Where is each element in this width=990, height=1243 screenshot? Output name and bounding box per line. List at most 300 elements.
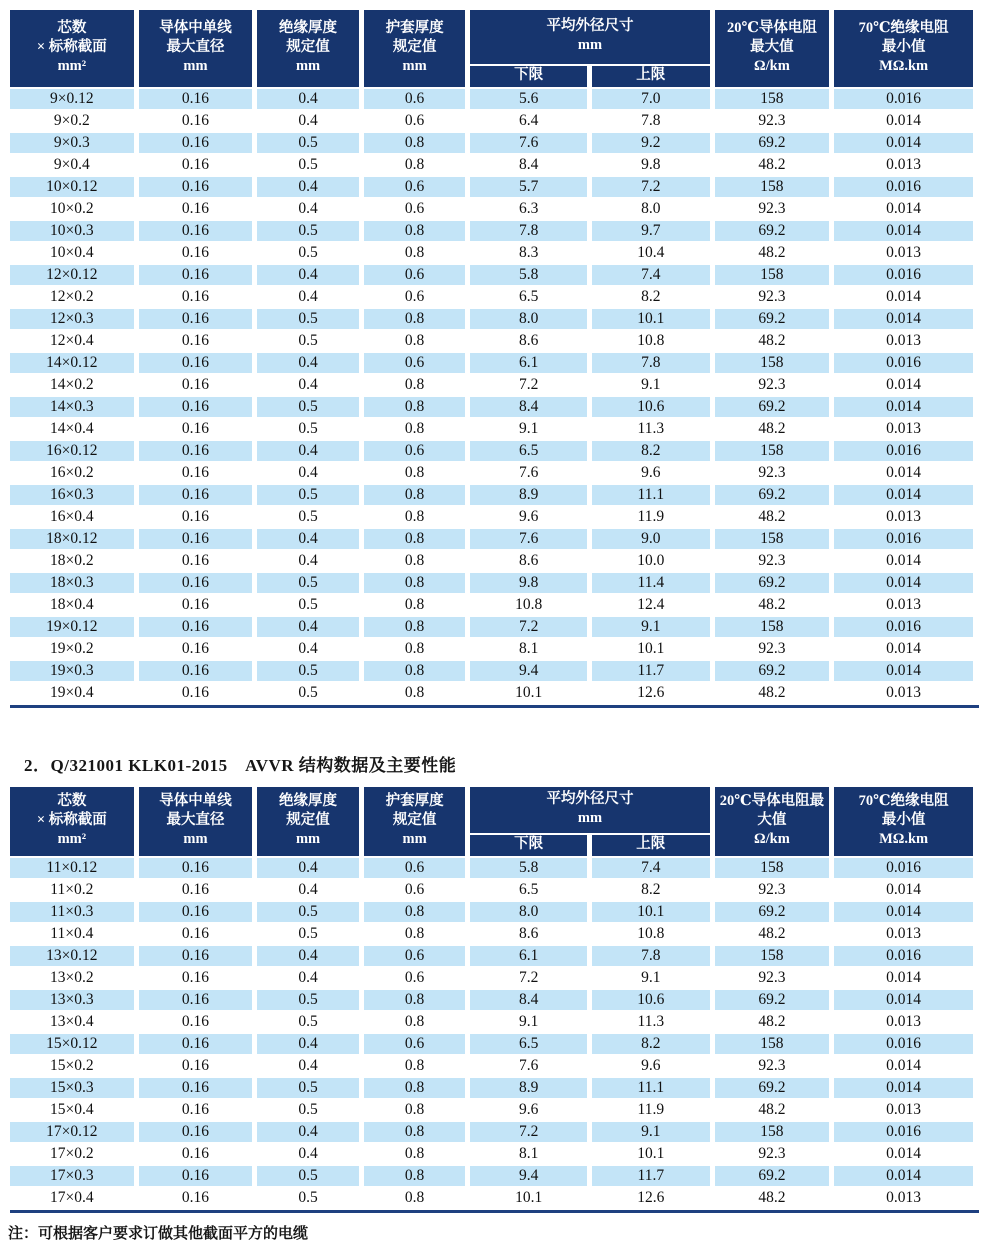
- max-wire-diameter-cell: 0.16: [139, 1012, 253, 1032]
- table-row: [10, 309, 973, 329]
- sheath-thickness-cell: 0.6: [364, 199, 466, 219]
- insulation-resistance-70c-cell: 0.014: [834, 199, 973, 219]
- od-upper-limit-cell: 11.9: [592, 1100, 710, 1120]
- od-upper-limit-cell: 8.2: [592, 287, 710, 307]
- conductor-resistance-20c-cell: 92.3: [715, 199, 830, 219]
- max-wire-diameter-cell: 0.16: [139, 1122, 253, 1142]
- sheath-thickness-cell: 0.8: [364, 375, 466, 395]
- conductor-resistance-20c-cell: 48.2: [715, 1012, 830, 1032]
- sheath-thickness-cell: 0.8: [364, 221, 466, 241]
- core-spec-cell: 12×0.2: [10, 287, 134, 307]
- insulation-thickness-cell: 0.5: [257, 133, 359, 153]
- sheath-thickness-cell: 0.8: [364, 1122, 466, 1142]
- table-row: [10, 990, 973, 1010]
- insulation-thickness-cell: 0.5: [257, 1188, 359, 1208]
- od-lower-limit-cell: 7.2: [470, 1122, 587, 1142]
- od-upper-limit-cell: 8.0: [592, 199, 710, 219]
- sheath-thickness-cell: 0.6: [364, 968, 466, 988]
- conductor-resistance-20c-cell: 48.2: [715, 924, 830, 944]
- insulation-thickness-cell: 0.5: [257, 1078, 359, 1098]
- insulation-resistance-70c-cell: 0.013: [834, 1188, 973, 1208]
- max-wire-diameter-cell: 0.16: [139, 133, 253, 153]
- insulation-thickness-cell: 0.4: [257, 199, 359, 219]
- column-header: 绝缘厚度 规定值 mm: [257, 10, 359, 87]
- max-wire-diameter-cell: 0.16: [139, 880, 253, 900]
- od-upper-limit-cell: 9.2: [592, 133, 710, 153]
- table-row: [10, 1188, 973, 1208]
- column-subheader: 下限: [470, 66, 587, 87]
- conductor-resistance-20c-cell: 48.2: [715, 243, 830, 263]
- sheath-thickness-cell: 0.8: [364, 1012, 466, 1032]
- insulation-thickness-cell: 0.4: [257, 375, 359, 395]
- insulation-thickness-cell: 0.5: [257, 573, 359, 593]
- od-upper-limit-cell: 9.1: [592, 1122, 710, 1142]
- insulation-resistance-70c-cell: 0.014: [834, 111, 973, 131]
- column-header: 20℃导体电阻最 大值 Ω/km: [715, 787, 830, 856]
- column-header: 70℃绝缘电阻 最小值 MΩ.km: [834, 10, 973, 87]
- max-wire-diameter-cell: 0.16: [139, 639, 253, 659]
- table-row: [10, 441, 973, 461]
- table-row: [10, 177, 973, 197]
- core-spec-cell: 9×0.3: [10, 133, 134, 153]
- core-spec-cell: 15×0.2: [10, 1056, 134, 1076]
- max-wire-diameter-cell: 0.16: [139, 1056, 253, 1076]
- core-spec-cell: 14×0.3: [10, 397, 134, 417]
- od-upper-limit-cell: 11.1: [592, 1078, 710, 1098]
- sheath-thickness-cell: 0.8: [364, 1100, 466, 1120]
- od-upper-limit-cell: 7.4: [592, 265, 710, 285]
- core-spec-cell: 10×0.3: [10, 221, 134, 241]
- od-lower-limit-cell: 6.5: [470, 1034, 587, 1054]
- insulation-thickness-cell: 0.4: [257, 265, 359, 285]
- insulation-thickness-cell: 0.4: [257, 639, 359, 659]
- od-lower-limit-cell: 9.4: [470, 661, 587, 681]
- insulation-resistance-70c-cell: 0.014: [834, 463, 973, 483]
- table-row: [10, 375, 973, 395]
- core-spec-cell: 17×0.12: [10, 1122, 134, 1142]
- table-row: [10, 221, 973, 241]
- od-upper-limit-cell: 8.2: [592, 880, 710, 900]
- core-spec-cell: 11×0.3: [10, 902, 134, 922]
- core-spec-cell: 10×0.12: [10, 177, 134, 197]
- core-spec-cell: 10×0.4: [10, 243, 134, 263]
- column-header: 护套厚度 规定值 mm: [364, 787, 466, 856]
- od-lower-limit-cell: 7.8: [470, 221, 587, 241]
- sheath-thickness-cell: 0.6: [364, 111, 466, 131]
- max-wire-diameter-cell: 0.16: [139, 243, 253, 263]
- conductor-resistance-20c-cell: 69.2: [715, 1078, 830, 1098]
- column-subheader: 下限: [470, 835, 587, 856]
- insulation-resistance-70c-cell: 0.014: [834, 902, 973, 922]
- od-upper-limit-cell: 9.1: [592, 617, 710, 637]
- table-row: [10, 89, 973, 109]
- od-lower-limit-cell: 8.3: [470, 243, 587, 263]
- max-wire-diameter-cell: 0.16: [139, 661, 253, 681]
- insulation-resistance-70c-cell: 0.014: [834, 309, 973, 329]
- insulation-thickness-cell: 0.5: [257, 155, 359, 175]
- cable-spec-table-2-avvr: [5, 785, 978, 1210]
- od-upper-limit-cell: 9.8: [592, 155, 710, 175]
- od-lower-limit-cell: 10.8: [470, 595, 587, 615]
- section-title: 2．Q/321001 KLK01-2015 AVVR 结构数据及主要性能: [24, 755, 457, 775]
- table-row: [10, 1056, 973, 1076]
- table-row: [10, 1100, 973, 1120]
- sheath-thickness-cell: 0.8: [364, 1056, 466, 1076]
- max-wire-diameter-cell: 0.16: [139, 858, 253, 878]
- sheath-thickness-cell: 0.8: [364, 419, 466, 439]
- table-row: [10, 551, 973, 571]
- od-lower-limit-cell: 8.9: [470, 1078, 587, 1098]
- table-row: [10, 1166, 973, 1186]
- insulation-thickness-cell: 0.5: [257, 309, 359, 329]
- table-row: [10, 155, 973, 175]
- column-header: 平均外径尺寸 mm: [470, 10, 709, 64]
- od-upper-limit-cell: 11.4: [592, 573, 710, 593]
- max-wire-diameter-cell: 0.16: [139, 397, 253, 417]
- conductor-resistance-20c-cell: 92.3: [715, 880, 830, 900]
- od-lower-limit-cell: 8.4: [470, 990, 587, 1010]
- table-row: [10, 924, 973, 944]
- max-wire-diameter-cell: 0.16: [139, 529, 253, 549]
- insulation-thickness-cell: 0.5: [257, 1012, 359, 1032]
- core-spec-cell: 13×0.3: [10, 990, 134, 1010]
- column-header: 70℃绝缘电阻 最小值 MΩ.km: [834, 787, 973, 856]
- insulation-resistance-70c-cell: 0.013: [834, 331, 973, 351]
- core-spec-cell: 18×0.2: [10, 551, 134, 571]
- max-wire-diameter-cell: 0.16: [139, 1166, 253, 1186]
- core-spec-cell: 18×0.12: [10, 529, 134, 549]
- conductor-resistance-20c-cell: 92.3: [715, 287, 830, 307]
- od-lower-limit-cell: 6.5: [470, 441, 587, 461]
- insulation-resistance-70c-cell: 0.014: [834, 661, 973, 681]
- insulation-thickness-cell: 0.4: [257, 1034, 359, 1054]
- od-lower-limit-cell: 9.1: [470, 419, 587, 439]
- insulation-resistance-70c-cell: 0.016: [834, 529, 973, 549]
- od-lower-limit-cell: 8.4: [470, 155, 587, 175]
- conductor-resistance-20c-cell: 92.3: [715, 463, 830, 483]
- od-upper-limit-cell: 7.2: [592, 177, 710, 197]
- insulation-thickness-cell: 0.4: [257, 946, 359, 966]
- insulation-thickness-cell: 0.4: [257, 551, 359, 571]
- insulation-resistance-70c-cell: 0.013: [834, 595, 973, 615]
- core-spec-cell: 13×0.4: [10, 1012, 134, 1032]
- insulation-thickness-cell: 0.5: [257, 419, 359, 439]
- insulation-resistance-70c-cell: 0.014: [834, 1078, 973, 1098]
- max-wire-diameter-cell: 0.16: [139, 1144, 253, 1164]
- od-upper-limit-cell: 10.1: [592, 639, 710, 659]
- sheath-thickness-cell: 0.6: [364, 880, 466, 900]
- insulation-thickness-cell: 0.5: [257, 507, 359, 527]
- sheath-thickness-cell: 0.6: [364, 177, 466, 197]
- max-wire-diameter-cell: 0.16: [139, 265, 253, 285]
- core-spec-cell: 12×0.12: [10, 265, 134, 285]
- conductor-resistance-20c-cell: 92.3: [715, 551, 830, 571]
- od-upper-limit-cell: 9.6: [592, 463, 710, 483]
- od-upper-limit-cell: 9.1: [592, 968, 710, 988]
- od-lower-limit-cell: 9.4: [470, 1166, 587, 1186]
- conductor-resistance-20c-cell: 48.2: [715, 331, 830, 351]
- insulation-resistance-70c-cell: 0.014: [834, 551, 973, 571]
- column-subheader: 上限: [592, 66, 710, 87]
- od-lower-limit-cell: 8.6: [470, 924, 587, 944]
- sheath-thickness-cell: 0.8: [364, 155, 466, 175]
- od-upper-limit-cell: 10.8: [592, 924, 710, 944]
- max-wire-diameter-cell: 0.16: [139, 155, 253, 175]
- max-wire-diameter-cell: 0.16: [139, 990, 253, 1010]
- od-upper-limit-cell: 7.8: [592, 353, 710, 373]
- column-header: 护套厚度 规定值 mm: [364, 10, 466, 87]
- insulation-thickness-cell: 0.5: [257, 1100, 359, 1120]
- insulation-thickness-cell: 0.5: [257, 397, 359, 417]
- od-upper-limit-cell: 7.8: [592, 111, 710, 131]
- core-spec-cell: 17×0.3: [10, 1166, 134, 1186]
- conductor-resistance-20c-cell: 92.3: [715, 1056, 830, 1076]
- table-row: [10, 507, 973, 527]
- od-upper-limit-cell: 10.1: [592, 1144, 710, 1164]
- od-upper-limit-cell: 7.0: [592, 89, 710, 109]
- max-wire-diameter-cell: 0.16: [139, 221, 253, 241]
- column-header: 导体中单线 最大直径 mm: [139, 787, 253, 856]
- sheath-thickness-cell: 0.8: [364, 639, 466, 659]
- od-lower-limit-cell: 5.8: [470, 265, 587, 285]
- insulation-thickness-cell: 0.4: [257, 463, 359, 483]
- od-lower-limit-cell: 9.6: [470, 507, 587, 527]
- table-2-body: [10, 858, 973, 1208]
- table-row: [10, 485, 973, 505]
- table-row: [10, 397, 973, 417]
- insulation-resistance-70c-cell: 0.014: [834, 1056, 973, 1076]
- table-1-bottom-rule: [10, 705, 979, 708]
- table-2-header: [10, 787, 973, 856]
- od-lower-limit-cell: 8.1: [470, 639, 587, 659]
- max-wire-diameter-cell: 0.16: [139, 287, 253, 307]
- od-upper-limit-cell: 12.6: [592, 683, 710, 703]
- conductor-resistance-20c-cell: 158: [715, 946, 830, 966]
- insulation-resistance-70c-cell: 0.016: [834, 177, 973, 197]
- insulation-thickness-cell: 0.4: [257, 111, 359, 131]
- max-wire-diameter-cell: 0.16: [139, 507, 253, 527]
- sheath-thickness-cell: 0.8: [364, 990, 466, 1010]
- max-wire-diameter-cell: 0.16: [139, 1188, 253, 1208]
- od-lower-limit-cell: 6.4: [470, 111, 587, 131]
- od-lower-limit-cell: 10.1: [470, 683, 587, 703]
- table-row: [10, 946, 973, 966]
- insulation-thickness-cell: 0.4: [257, 353, 359, 373]
- max-wire-diameter-cell: 0.16: [139, 595, 253, 615]
- sheath-thickness-cell: 0.8: [364, 661, 466, 681]
- insulation-resistance-70c-cell: 0.013: [834, 155, 973, 175]
- table-row: [10, 265, 973, 285]
- conductor-resistance-20c-cell: 69.2: [715, 485, 830, 505]
- insulation-resistance-70c-cell: 0.016: [834, 353, 973, 373]
- insulation-resistance-70c-cell: 0.014: [834, 1144, 973, 1164]
- sheath-thickness-cell: 0.6: [364, 1034, 466, 1054]
- table-row: [10, 1078, 973, 1098]
- table-row: [10, 353, 973, 373]
- table-row: [10, 968, 973, 988]
- table-row: [10, 617, 973, 637]
- insulation-resistance-70c-cell: 0.016: [834, 265, 973, 285]
- insulation-resistance-70c-cell: 0.016: [834, 617, 973, 637]
- sheath-thickness-cell: 0.8: [364, 1188, 466, 1208]
- od-upper-limit-cell: 11.7: [592, 1166, 710, 1186]
- conductor-resistance-20c-cell: 69.2: [715, 573, 830, 593]
- conductor-resistance-20c-cell: 158: [715, 1122, 830, 1142]
- conductor-resistance-20c-cell: 158: [715, 441, 830, 461]
- table-row: [10, 661, 973, 681]
- insulation-resistance-70c-cell: 0.014: [834, 397, 973, 417]
- insulation-thickness-cell: 0.4: [257, 880, 359, 900]
- od-upper-limit-cell: 9.7: [592, 221, 710, 241]
- core-spec-cell: 9×0.12: [10, 89, 134, 109]
- table-1-body: [10, 89, 973, 703]
- conductor-resistance-20c-cell: 69.2: [715, 397, 830, 417]
- core-spec-cell: 16×0.4: [10, 507, 134, 527]
- core-spec-cell: 19×0.12: [10, 617, 134, 637]
- insulation-thickness-cell: 0.5: [257, 485, 359, 505]
- core-spec-cell: 14×0.2: [10, 375, 134, 395]
- insulation-thickness-cell: 0.5: [257, 683, 359, 703]
- table-row: [10, 639, 973, 659]
- cable-spec-table-1: [5, 8, 978, 705]
- max-wire-diameter-cell: 0.16: [139, 573, 253, 593]
- core-spec-cell: 12×0.4: [10, 331, 134, 351]
- table-row: [10, 111, 973, 131]
- insulation-resistance-70c-cell: 0.016: [834, 858, 973, 878]
- od-lower-limit-cell: 7.6: [470, 1056, 587, 1076]
- conductor-resistance-20c-cell: 158: [715, 353, 830, 373]
- sheath-thickness-cell: 0.8: [364, 397, 466, 417]
- core-spec-cell: 11×0.2: [10, 880, 134, 900]
- od-lower-limit-cell: 8.4: [470, 397, 587, 417]
- insulation-resistance-70c-cell: 0.014: [834, 573, 973, 593]
- insulation-thickness-cell: 0.4: [257, 1144, 359, 1164]
- table-1-header: [10, 10, 973, 87]
- insulation-thickness-cell: 0.5: [257, 902, 359, 922]
- core-spec-cell: 19×0.3: [10, 661, 134, 681]
- od-lower-limit-cell: 9.8: [470, 573, 587, 593]
- core-spec-cell: 14×0.4: [10, 419, 134, 439]
- insulation-resistance-70c-cell: 0.013: [834, 507, 973, 527]
- insulation-resistance-70c-cell: 0.014: [834, 639, 973, 659]
- core-spec-cell: 18×0.3: [10, 573, 134, 593]
- table-row: [10, 1122, 973, 1142]
- insulation-resistance-70c-cell: 0.014: [834, 133, 973, 153]
- sheath-thickness-cell: 0.6: [364, 265, 466, 285]
- sheath-thickness-cell: 0.8: [364, 617, 466, 637]
- od-upper-limit-cell: 12.4: [592, 595, 710, 615]
- insulation-resistance-70c-cell: 0.013: [834, 1012, 973, 1032]
- table-row: [10, 683, 973, 703]
- conductor-resistance-20c-cell: 69.2: [715, 902, 830, 922]
- max-wire-diameter-cell: 0.16: [139, 419, 253, 439]
- max-wire-diameter-cell: 0.16: [139, 199, 253, 219]
- max-wire-diameter-cell: 0.16: [139, 177, 253, 197]
- od-lower-limit-cell: 7.2: [470, 375, 587, 395]
- insulation-resistance-70c-cell: 0.016: [834, 946, 973, 966]
- sheath-thickness-cell: 0.8: [364, 243, 466, 263]
- conductor-resistance-20c-cell: 48.2: [715, 419, 830, 439]
- od-lower-limit-cell: 8.1: [470, 1144, 587, 1164]
- core-spec-cell: 15×0.12: [10, 1034, 134, 1054]
- sheath-thickness-cell: 0.8: [364, 529, 466, 549]
- insulation-resistance-70c-cell: 0.014: [834, 375, 973, 395]
- insulation-thickness-cell: 0.5: [257, 1166, 359, 1186]
- max-wire-diameter-cell: 0.16: [139, 89, 253, 109]
- od-upper-limit-cell: 10.0: [592, 551, 710, 571]
- od-lower-limit-cell: 6.5: [470, 880, 587, 900]
- od-upper-limit-cell: 11.1: [592, 485, 710, 505]
- insulation-thickness-cell: 0.4: [257, 1122, 359, 1142]
- insulation-resistance-70c-cell: 0.013: [834, 1100, 973, 1120]
- insulation-thickness-cell: 0.5: [257, 595, 359, 615]
- conductor-resistance-20c-cell: 69.2: [715, 661, 830, 681]
- insulation-resistance-70c-cell: 0.013: [834, 924, 973, 944]
- column-header: 芯数 × 标称截面 mm²: [10, 787, 134, 856]
- sheath-thickness-cell: 0.8: [364, 507, 466, 527]
- conductor-resistance-20c-cell: 69.2: [715, 133, 830, 153]
- conductor-resistance-20c-cell: 69.2: [715, 990, 830, 1010]
- max-wire-diameter-cell: 0.16: [139, 1078, 253, 1098]
- insulation-resistance-70c-cell: 0.013: [834, 419, 973, 439]
- insulation-thickness-cell: 0.4: [257, 529, 359, 549]
- sheath-thickness-cell: 0.8: [364, 551, 466, 571]
- table-row: [10, 529, 973, 549]
- max-wire-diameter-cell: 0.16: [139, 551, 253, 571]
- table-row: [10, 880, 973, 900]
- core-spec-cell: 9×0.4: [10, 155, 134, 175]
- sheath-thickness-cell: 0.8: [364, 133, 466, 153]
- od-lower-limit-cell: 7.2: [470, 968, 587, 988]
- od-lower-limit-cell: 6.1: [470, 946, 587, 966]
- max-wire-diameter-cell: 0.16: [139, 331, 253, 351]
- insulation-resistance-70c-cell: 0.014: [834, 968, 973, 988]
- conductor-resistance-20c-cell: 48.2: [715, 507, 830, 527]
- sheath-thickness-cell: 0.8: [364, 1144, 466, 1164]
- core-spec-cell: 15×0.3: [10, 1078, 134, 1098]
- conductor-resistance-20c-cell: 48.2: [715, 1100, 830, 1120]
- column-header: 导体中单线 最大直径 mm: [139, 10, 253, 87]
- insulation-thickness-cell: 0.5: [257, 661, 359, 681]
- insulation-thickness-cell: 0.4: [257, 617, 359, 637]
- table-row: [10, 902, 973, 922]
- od-upper-limit-cell: 7.8: [592, 946, 710, 966]
- core-spec-cell: 19×0.2: [10, 639, 134, 659]
- conductor-resistance-20c-cell: 158: [715, 529, 830, 549]
- conductor-resistance-20c-cell: 69.2: [715, 309, 830, 329]
- insulation-resistance-70c-cell: 0.016: [834, 441, 973, 461]
- core-spec-cell: 16×0.3: [10, 485, 134, 505]
- core-spec-cell: 19×0.4: [10, 683, 134, 703]
- table-row: [10, 463, 973, 483]
- sheath-thickness-cell: 0.8: [364, 1166, 466, 1186]
- conductor-resistance-20c-cell: 158: [715, 89, 830, 109]
- sheath-thickness-cell: 0.8: [364, 924, 466, 944]
- od-upper-limit-cell: 12.6: [592, 1188, 710, 1208]
- od-lower-limit-cell: 9.1: [470, 1012, 587, 1032]
- max-wire-diameter-cell: 0.16: [139, 485, 253, 505]
- table-row: [10, 1144, 973, 1164]
- core-spec-cell: 10×0.2: [10, 199, 134, 219]
- column-header: 绝缘厚度 规定值 mm: [257, 787, 359, 856]
- od-upper-limit-cell: 7.4: [592, 858, 710, 878]
- max-wire-diameter-cell: 0.16: [139, 617, 253, 637]
- od-lower-limit-cell: 10.1: [470, 1188, 587, 1208]
- conductor-resistance-20c-cell: 92.3: [715, 639, 830, 659]
- od-lower-limit-cell: 9.6: [470, 1100, 587, 1120]
- insulation-thickness-cell: 0.4: [257, 858, 359, 878]
- conductor-resistance-20c-cell: 92.3: [715, 111, 830, 131]
